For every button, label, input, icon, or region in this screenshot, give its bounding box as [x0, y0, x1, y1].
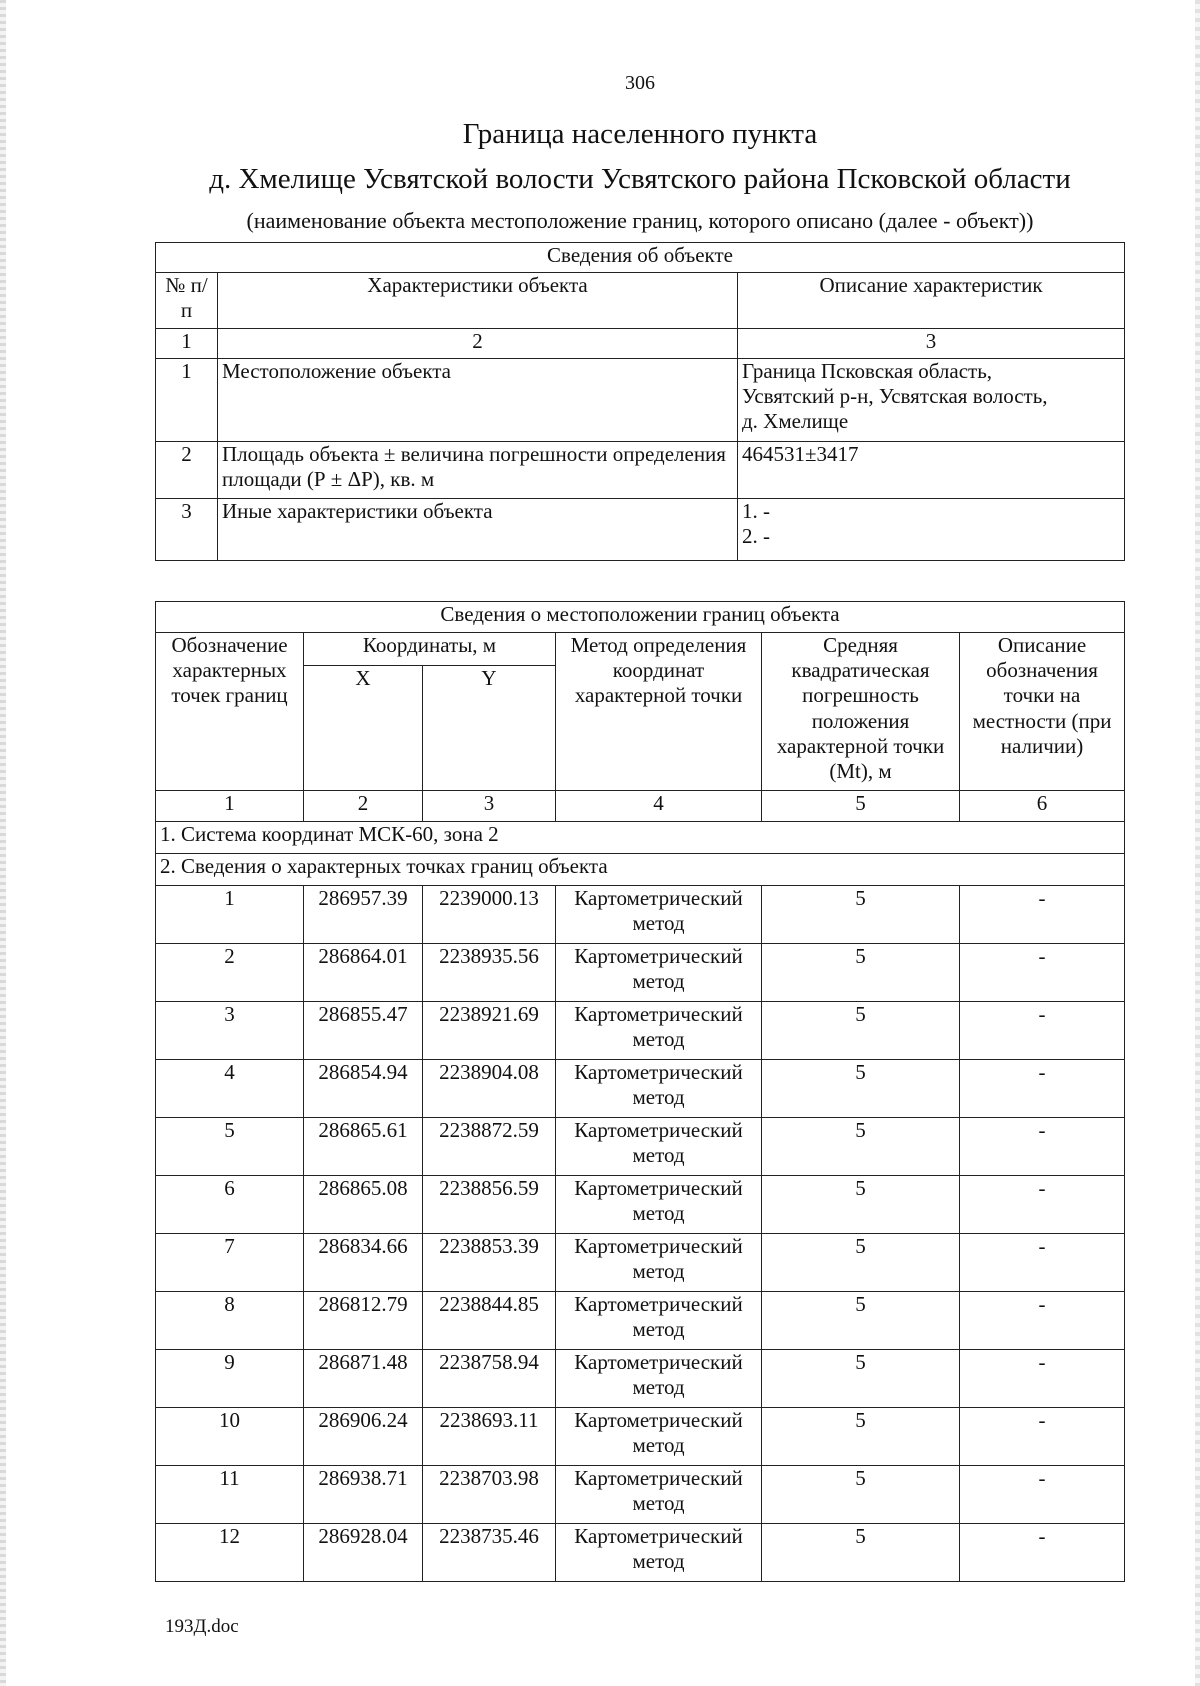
method-line: Картометрический: [574, 944, 743, 968]
footer-filename: 193Д.doc: [165, 1616, 239, 1637]
point-number: 10: [156, 1408, 304, 1466]
method-line: Картометрический: [574, 1466, 743, 1490]
table-row: [156, 1176, 1125, 1234]
object-row-name: Площадь объекта ± величина погрешности определения площади (Р ± ΔР), кв. м: [218, 442, 738, 499]
mean-error: 5: [762, 1524, 960, 1582]
method-line: метод: [632, 1491, 685, 1516]
point-number: 8: [156, 1292, 304, 1350]
method-line: Картометрический: [574, 1176, 743, 1200]
method-line: метод: [632, 969, 685, 994]
object-row-name: Местоположение объекта: [218, 359, 738, 442]
point-number: 3: [156, 1002, 304, 1060]
header-point-description: Описание обозначения точки на местности (при наличии): [960, 633, 1125, 791]
table-row: [156, 1350, 1125, 1408]
document-title: Граница населенного пункта: [462, 118, 818, 150]
table-row: [156, 1118, 1125, 1176]
object-info-table: [155, 242, 1125, 561]
header-x: X: [304, 666, 423, 791]
object-colnum: 2: [218, 329, 738, 359]
y-coordinate: 2238935.56: [423, 944, 556, 1002]
method-line: метод: [632, 1549, 685, 1574]
point-number: 7: [156, 1234, 304, 1292]
method: [556, 1292, 762, 1350]
method: [556, 1350, 762, 1408]
object-row-value-line: 2. -: [742, 524, 770, 549]
x-coordinate: 286938.71: [304, 1466, 423, 1524]
x-coordinate: 286812.79: [304, 1292, 423, 1350]
y-coordinate: 2239000.13: [423, 886, 556, 944]
x-coordinate: 286855.47: [304, 1002, 423, 1060]
mean-error: 5: [762, 944, 960, 1002]
object-colnum: 1: [156, 329, 218, 359]
point-number: 1: [156, 886, 304, 944]
object-row-num: 3: [156, 499, 218, 561]
point-description: -: [960, 1176, 1125, 1234]
mean-error: 5: [762, 1176, 960, 1234]
x-coordinate: 286871.48: [304, 1350, 423, 1408]
x-coordinate: 286864.01: [304, 944, 423, 1002]
point-description: -: [960, 886, 1125, 944]
table-row: [156, 1466, 1125, 1524]
x-coordinate: 286834.66: [304, 1234, 423, 1292]
table-row: [156, 1408, 1125, 1466]
y-coordinate: 2238904.08: [423, 1060, 556, 1118]
table-row: [156, 944, 1125, 1002]
method-line: метод: [632, 1201, 685, 1226]
method-line: метод: [632, 1317, 685, 1342]
x-coordinate: 286865.08: [304, 1176, 423, 1234]
method: [556, 1466, 762, 1524]
method: [556, 1118, 762, 1176]
method-line: Картометрический: [574, 1350, 743, 1374]
object-header-num: № п/п: [156, 273, 218, 329]
method: [556, 944, 762, 1002]
object-row-value: [738, 442, 1125, 499]
mean-error: 5: [762, 1118, 960, 1176]
point-description: -: [960, 1350, 1125, 1408]
table-row: [156, 1234, 1125, 1292]
point-number: 11: [156, 1466, 304, 1524]
method-line: Картометрический: [574, 886, 743, 910]
object-colnum: 3: [738, 329, 1125, 359]
method-line: Картометрический: [574, 1060, 743, 1084]
object-row-num: 2: [156, 442, 218, 499]
x-coordinate: 286906.24: [304, 1408, 423, 1466]
header-error: Средняя квадратическая погрешность положения характерной точки (Mt), м: [762, 633, 960, 791]
coords-colnum: 6: [960, 791, 1125, 822]
header-y: Y: [423, 666, 556, 791]
coords-rows: [156, 886, 1125, 1582]
object-row-value-line: Граница Псковская область,: [742, 359, 993, 383]
method: [556, 1002, 762, 1060]
method-line: Картометрический: [574, 1408, 743, 1432]
y-coordinate: 2238921.69: [423, 1002, 556, 1060]
x-coordinate: 286928.04: [304, 1524, 423, 1582]
scan-edge-right: [1195, 0, 1200, 1686]
point-description: -: [960, 1408, 1125, 1466]
y-coordinate: 2238703.98: [423, 1466, 556, 1524]
point-description: -: [960, 944, 1125, 1002]
point-description: -: [960, 1118, 1125, 1176]
coords-colnum: 5: [762, 791, 960, 822]
point-description: -: [960, 1524, 1125, 1582]
table-row: [156, 1292, 1125, 1350]
method-line: Картометрический: [574, 1118, 743, 1142]
coords-colnum: 4: [556, 791, 762, 822]
point-description: -: [960, 1234, 1125, 1292]
object-row-value-line: Усвятский р-н, Усвятская волость,: [742, 384, 1048, 409]
mean-error: 5: [762, 1466, 960, 1524]
point-number: 9: [156, 1350, 304, 1408]
mean-error: 5: [762, 1408, 960, 1466]
section-boundary-points: 2. Сведения о характерных точках границ объекта: [156, 854, 1125, 886]
table-row: [156, 1002, 1125, 1060]
y-coordinate: 2238853.39: [423, 1234, 556, 1292]
mean-error: 5: [762, 1060, 960, 1118]
object-row-value-line: 1. -: [742, 499, 770, 523]
method-line: метод: [632, 1433, 685, 1458]
point-number: 12: [156, 1524, 304, 1582]
coords-colnum: 1: [156, 791, 304, 822]
point-number: 6: [156, 1176, 304, 1234]
y-coordinate: 2238872.59: [423, 1118, 556, 1176]
mean-error: 5: [762, 1234, 960, 1292]
y-coordinate: 2238856.59: [423, 1176, 556, 1234]
method-line: метод: [632, 1085, 685, 1110]
method-line: метод: [632, 1375, 685, 1400]
mean-error: 5: [762, 1292, 960, 1350]
object-row-value: [738, 499, 1125, 561]
point-description: -: [960, 1060, 1125, 1118]
method: [556, 1408, 762, 1466]
header-point: Обозначение характерных точек границ: [156, 633, 304, 791]
mean-error: 5: [762, 886, 960, 944]
x-coordinate: 286957.39: [304, 886, 423, 944]
method-line: метод: [632, 1027, 685, 1052]
object-row-value: [738, 359, 1125, 442]
method-line: Картометрический: [574, 1002, 743, 1026]
y-coordinate: 2238693.11: [423, 1408, 556, 1466]
method-line: метод: [632, 1259, 685, 1284]
method: [556, 1176, 762, 1234]
document-caption: (наименование объекта местоположение границ, которого описано (далее - объект)): [246, 208, 1034, 233]
object-row-num: 1: [156, 359, 218, 442]
y-coordinate: 2238758.94: [423, 1350, 556, 1408]
page-number: 306: [625, 72, 655, 94]
method-line: Картометрический: [574, 1524, 743, 1548]
point-number: 5: [156, 1118, 304, 1176]
table-row: [156, 1524, 1125, 1582]
document-subtitle: д. Хмелище Усвятской волости Усвятского района Псковской области: [209, 163, 1071, 195]
table-row: [156, 1060, 1125, 1118]
x-coordinate: 286854.94: [304, 1060, 423, 1118]
point-description: -: [960, 1292, 1125, 1350]
object-header-characteristic: Характеристики объекта: [218, 273, 738, 329]
method: [556, 1524, 762, 1582]
section-coordinate-system: 1. Система координат МСК-60, зона 2: [156, 822, 1125, 854]
point-number: 2: [156, 944, 304, 1002]
object-table-title: Сведения об объекте: [156, 243, 1125, 273]
method-line: метод: [632, 1143, 685, 1168]
y-coordinate: 2238735.46: [423, 1524, 556, 1582]
boundary-coordinates-table: [155, 601, 1125, 1582]
point-description: -: [960, 1466, 1125, 1524]
method: [556, 1060, 762, 1118]
object-header-description: Описание характеристик: [738, 273, 1125, 329]
method: [556, 886, 762, 944]
mean-error: 5: [762, 1002, 960, 1060]
header-coordinates: Координаты, м: [304, 633, 556, 666]
object-row-value-line: 464531±3417: [742, 442, 859, 466]
coords-colnum: 3: [423, 791, 556, 822]
coords-colnum: 2: [304, 791, 423, 822]
method-line: метод: [632, 911, 685, 936]
object-row-name: Иные характеристики объекта: [218, 499, 738, 561]
method-line: Картометрический: [574, 1234, 743, 1258]
coords-table-title: Сведения о местоположении границ объекта: [156, 602, 1125, 633]
y-coordinate: 2238844.85: [423, 1292, 556, 1350]
method: [556, 1234, 762, 1292]
mean-error: 5: [762, 1350, 960, 1408]
point-number: 4: [156, 1060, 304, 1118]
header-method: Метод определения координат характерной точки: [556, 633, 762, 791]
point-description: -: [960, 1002, 1125, 1060]
scan-edge-left: [0, 0, 6, 1686]
x-coordinate: 286865.61: [304, 1118, 423, 1176]
method-line: Картометрический: [574, 1292, 743, 1316]
object-row-value-line: д. Хмелище: [742, 409, 849, 434]
table-row: [156, 886, 1125, 944]
